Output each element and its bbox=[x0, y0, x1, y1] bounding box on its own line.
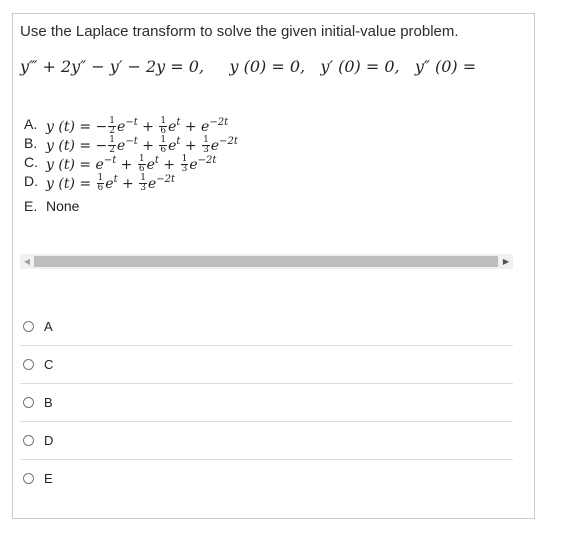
radio-button[interactable] bbox=[23, 473, 34, 484]
scroll-right-arrow-icon[interactable]: ▶ bbox=[502, 257, 510, 266]
choice-d bbox=[24, 172, 238, 191]
choice-letter: E. bbox=[24, 198, 38, 214]
choice-b-formula: y (t) = − $\frac{1}{2}$ $e^{-t}$ + $\frac{1}{6}$ $e^t$ + $\frac{1}{3}$ $e^{-2t}$ bbox=[46, 135, 238, 155]
choice-letter: D. bbox=[24, 173, 38, 189]
question-prompt: Use the Laplace transform to solve the given initial-value problem. bbox=[20, 23, 459, 40]
scroll-left-arrow-icon[interactable]: ◀ bbox=[23, 257, 31, 266]
choice-c-formula: y $(t) = e^{-t}$ + $\frac{1}{6}$ $e^t$ + $\frac{1}{3}$ $e^{-2t}$ bbox=[46, 154, 217, 174]
choice-e-label: None bbox=[46, 198, 80, 214]
option-e[interactable] bbox=[20, 460, 513, 497]
scrollbar-thumb[interactable] bbox=[34, 256, 498, 267]
option-label: C bbox=[44, 357, 54, 372]
initial-value-equation: y‴ + 2y″ − y′ − 2y = 0, y (0) = 0, y′ (0) = 0, y″ (0) = bbox=[20, 57, 477, 76]
radio-button[interactable] bbox=[23, 321, 34, 332]
option-label: D bbox=[44, 433, 54, 448]
fraction-half: $\frac{1}{2}$ bbox=[109, 116, 116, 136]
choice-letter: B. bbox=[24, 135, 38, 151]
answer-options bbox=[20, 308, 513, 497]
choice-letter: A. bbox=[24, 116, 38, 132]
choice-letter: C. bbox=[24, 154, 38, 170]
choice-a-formula: y (t) = − $\frac{1}{2}$ $e^{-t}$ + $\frac{1}{6}$ $e^t + e^{-2t}$ bbox=[46, 116, 229, 136]
option-b[interactable] bbox=[20, 384, 513, 422]
option-label: A bbox=[44, 319, 53, 334]
option-d[interactable] bbox=[20, 422, 513, 460]
radio-button[interactable] bbox=[23, 359, 34, 370]
option-label: E bbox=[44, 471, 53, 486]
fraction-sixth: $\frac{1}{6}$ bbox=[160, 116, 167, 136]
option-a[interactable] bbox=[20, 308, 513, 346]
radio-button[interactable] bbox=[23, 397, 34, 408]
choice-d-formula: y (t) = $\frac{1}{6}$ $e^t$ + $\frac{1}{3}$ $e^{-2t}$ bbox=[46, 173, 176, 193]
horizontal-scrollbar[interactable] bbox=[20, 254, 513, 269]
option-c[interactable] bbox=[20, 346, 513, 384]
choice-list bbox=[24, 115, 238, 216]
option-label: B bbox=[44, 395, 53, 410]
choice-e bbox=[24, 197, 238, 216]
radio-button[interactable] bbox=[23, 435, 34, 446]
